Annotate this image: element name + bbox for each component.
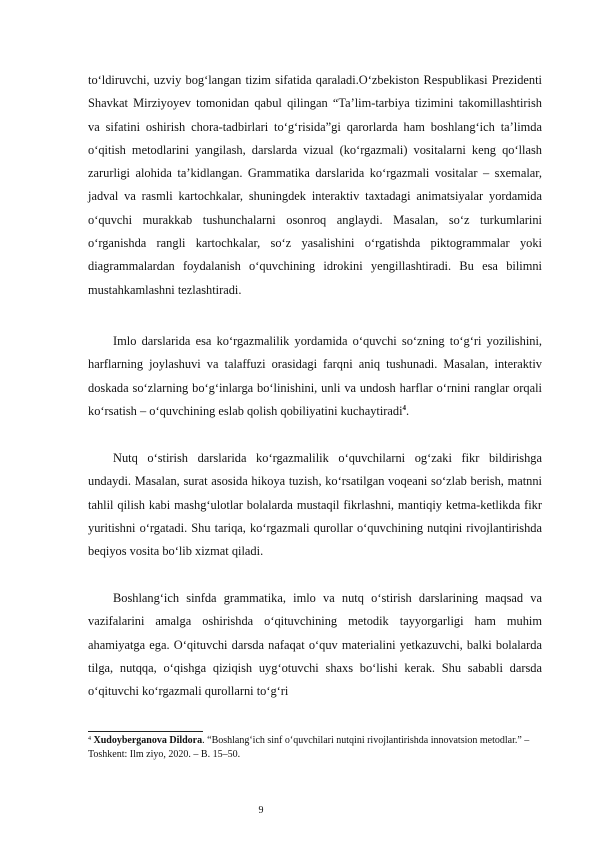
body-paragraph-3: Nutq o‘stirish darslarida ko‘rgazmalilik o‘quvchilarni og‘zaki fikr bildirishga undaydi. Masalan, surat asosida hikoya tuzish, ko‘rsatilgan voqeani so‘zlab berish, matnni tahlil qilish kabi mashg‘ulotlar bolalarda mustaqil fikrlashni, mantiqiy ketma-ketlikda fikr yuritishni o‘rgatadi. Shu tariqa, ko‘rgazmali qurollar o‘quvchining nutqini rivojlantirishda beqiyos vosita bo‘lib xizmat qiladi.	[88, 451, 542, 559]
footnote	[88, 734, 542, 762]
body-paragraph-1: to‘ldiruvchi, uzviy bog‘langan tizim sifatida qaraladi.O‘zbekiston Respublikasi Prezidenti Shavkat Mirziyoyev tomonidan qabul qilingan “Ta’lim-tarbiya tizimini takomillashtirish va sifatini oshirish chora-tadbirlari to‘g‘risida”gi qarorlarda ham boshlang‘ich ta’limda o‘qitish metodlarini yangilash, darslarda vizual (ko‘rgazmali) vositalarni keng qo‘llash zarurligi alohida ta’kidlangan. Grammatika darslarida ko‘rgazmali vositalar – sxemalar, jadval va rasmli kartochkalar, shuningdek interaktiv taxtadagi animatsiyalar yordamida o‘quvchi murakkab tushunchalarni osonroq anglaydi. Masalan, so‘z turkumlarini o‘rganishda rangli kartochkalar, so‘z yasalishini o‘rgatishda piktogrammalar yoki diagrammalardan foydalanish o‘quvchining idrokini yengillashtiradi. Bu esa bilimni mustahkamlashni tezlashtiradi.	[88, 73, 542, 297]
footnote-author: Xudoyberganova Dildora	[93, 735, 203, 746]
page-number: 9	[258, 805, 264, 816]
body-paragraph-2	[88, 330, 542, 423]
body-paragraph-4: Boshlang‘ich sinfda grammatika, imlo va nutq o‘stirish darslarining maqsad va vazifalarini amalga oshirishda o‘qituvchining metodik tayyorgarligi ham muhim ahamiyatga ega. O‘qituvchi darsda nafaqat o‘quv materialini yetkazuvchi, balki bolalarda tilga, nutqqa, o‘qishga qiziqish uyg‘otuvchi shaxs bo‘lishi kerak. Shu sababli darsda o‘qituvchi ko‘rgazmali qurollarni to‘g‘ri	[88, 591, 542, 699]
footnote-reference[interactable]: 4	[402, 403, 407, 412]
footnote-separator	[88, 731, 203, 732]
paragraph-2-period: .	[406, 403, 410, 418]
footnote-text: . “Boshlang‘ich sinf o‘quvchilari nutqini rivojlantirishda innovatsion metodlar.” – Toshkent: Ilm ziyo, 2020. – B. 15–50.	[88, 735, 530, 760]
footnote-number: 4	[88, 736, 91, 742]
paragraph-2-text: Imlo darslarida esa ko‘rgazmalilik yordamida o‘quvchi so‘zning to‘g‘ri yozilishini, harflarning joylashuvi va talaffuzi orasidagi farqni aniq tushunadi. Masalan, interaktiv doskada so‘zlarning bo‘g‘inlarga bo‘linishini, unli va undosh harflar o‘rnini ranglar orqali ko‘rsatish – o‘quvchining eslab qolish qobiliyatini kuchaytiradi	[88, 334, 542, 418]
